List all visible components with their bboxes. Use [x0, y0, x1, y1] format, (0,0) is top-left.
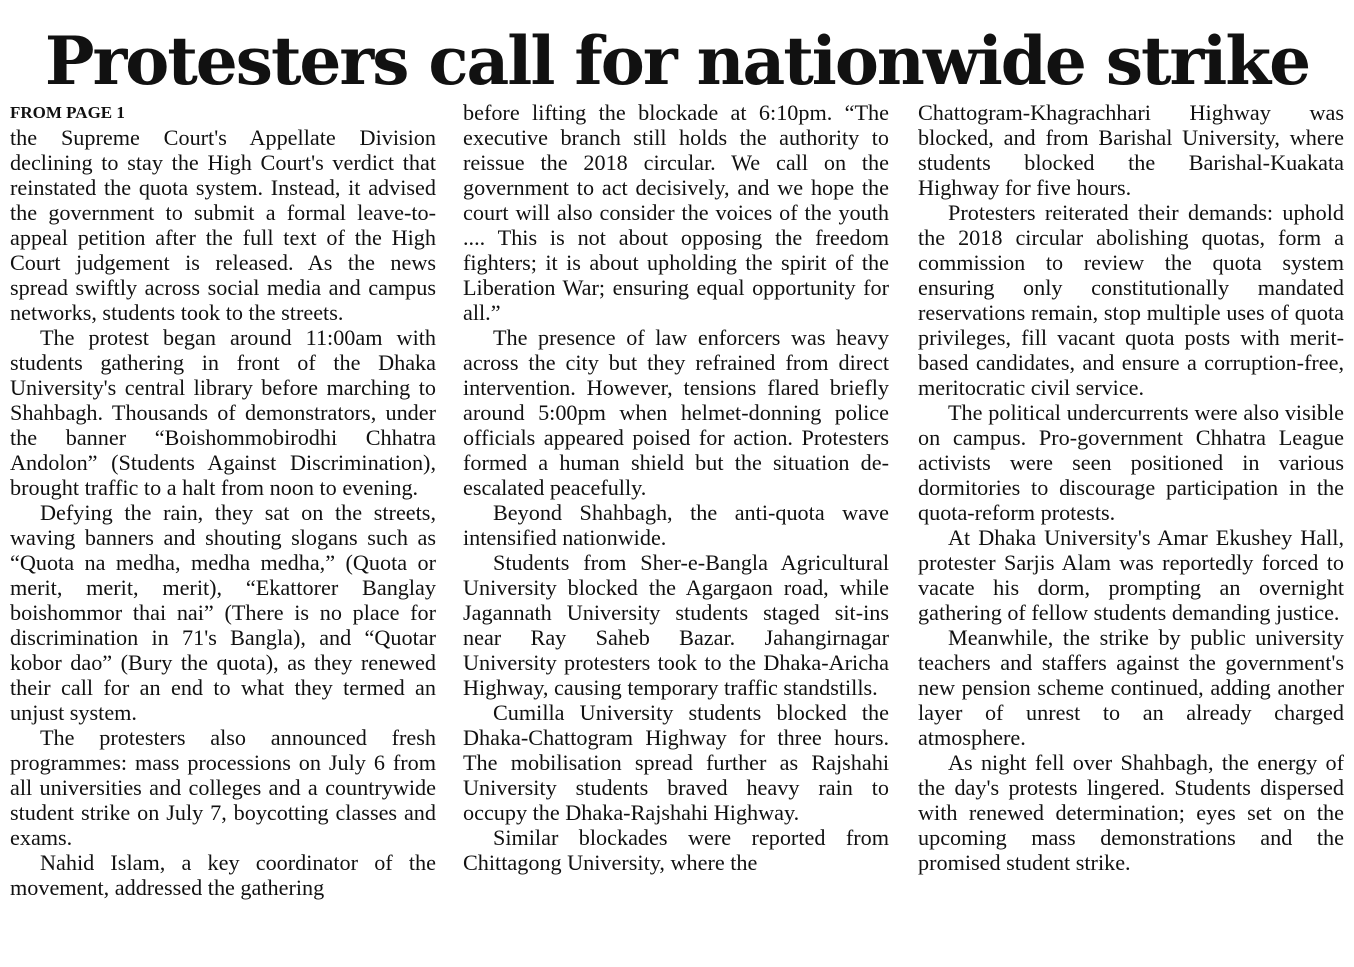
- article-paragraph: The protesters also announced fresh programmes: mass processions on July 6 from all universities and colleges and a countrywide student strike on July 7, boycotting classes and exams.: [10, 725, 436, 850]
- article-paragraph: At Dhaka University's Amar Ekushey Hall, protester Sarjis Alam was reportedly forced to vacate his dorm, prompting an overnight gathering of fellow students demanding justice.: [918, 525, 1344, 625]
- article-column-3: [918, 100, 1344, 960]
- article-paragraph: before lifting the blockade at 6:10pm. “The executive branch still holds the authority to reissue the 2018 circular. We call on the government to act decisively, and we hope the court will also consider the voices of the youth .... This is not about opposing the freedom fighters; it is about upholding the spirit of the Liberation War; ensuring equal opportunity for all.”: [463, 100, 889, 325]
- continuation-kicker: FROM PAGE 1: [10, 103, 125, 122]
- article-paragraph: Beyond Shahbagh, the anti-quota wave intensified nationwide.: [463, 500, 889, 550]
- article-column-2: [463, 100, 889, 960]
- article-paragraph: Nahid Islam, a key coordinator of the movement, addressed the gathering: [10, 850, 436, 900]
- article-paragraph: The presence of law enforcers was heavy across the city but they refrained from direct intervention. However, tensions flared briefly around 5:00pm when helmet-donning police officials appeared poised for action. Protesters formed a human shield but the situation de-escalated peacefully.: [463, 325, 889, 500]
- article-paragraph: The political undercurrents were also visible on campus. Pro-government Chhatra League activists were seen positioned in various dormitories to discourage participation in the quota-reform protests.: [918, 400, 1344, 525]
- article-paragraph: The protest began around 11:00am with students gathering in front of the Dhaka University's central library before marching to Shahbagh. Thousands of demonstrators, under the banner “Boishommobirodhi Chhatra Andolon” (Students Against Discrimination), brought traffic to a halt from noon to evening.: [10, 325, 436, 500]
- article-paragraph: Chattogram-Khagrachhari Highway was blocked, and from Barishal University, where students blocked the Barishal-Kuakata Highway for five hours.: [918, 100, 1344, 200]
- article-paragraph: Students from Sher-e-Bangla Agricultural University blocked the Agargaon road, while Jagannath University students staged sit-ins near Ray Saheb Bazar. Jahangirnagar University protesters took to the Dhaka-Aricha Highway, causing temporary traffic standstills.: [463, 550, 889, 700]
- article-paragraph: Protesters reiterated their demands: uphold the 2018 circular abolishing quotas, form a commission to review the quota system ensuring only constitutionally mandated reservations remain, stop multiple uses of quota privileges, fill vacant quota posts with merit-based candidates, and ensure a corruption-free, meritocratic civil service.: [918, 200, 1344, 400]
- headline: Protesters call for nationwide strike: [44, 22, 1310, 100]
- article-paragraph: Defying the rain, they sat on the streets, waving banners and shouting slogans such as “Quota na medha, medha medha,” (Quota or merit, merit, merit), “Ekattorer Banglay boishommor thai nai” (There is no place for discrimination in 71's Bangla), and “Quotar kobor dao” (Bury the quota), as they renewed their call for an end to what they termed an unjust system.: [10, 500, 436, 725]
- article-paragraph: Cumilla University students blocked the Dhaka-Chattogram Highway for three hours. The mobilisation spread further as Rajshahi University students braved heavy rain to occupy the Dhaka-Rajshahi Highway.: [463, 700, 889, 825]
- article-paragraph: the Supreme Court's Appellate Division declining to stay the High Court's verdict that reinstated the quota system. Instead, it advised the government to submit a formal leave-to-appeal petition after the full text of the High Court judgement is released. As the news spread swiftly across social media and campus networks, students took to the streets.: [10, 125, 436, 325]
- article-paragraph: Meanwhile, the strike by public university teachers and staffers against the government's new pension scheme continued, adding another layer of unrest to an already charged atmosphere.: [918, 625, 1344, 750]
- article-column-1: [10, 100, 436, 960]
- article-paragraph: As night fell over Shahbagh, the energy of the day's protests lingered. Students dispersed with renewed determination; eyes set on the upcoming mass demonstrations and the promised student strike.: [918, 750, 1344, 875]
- article-paragraph: Similar blockades were reported from Chittagong University, where the: [463, 825, 889, 875]
